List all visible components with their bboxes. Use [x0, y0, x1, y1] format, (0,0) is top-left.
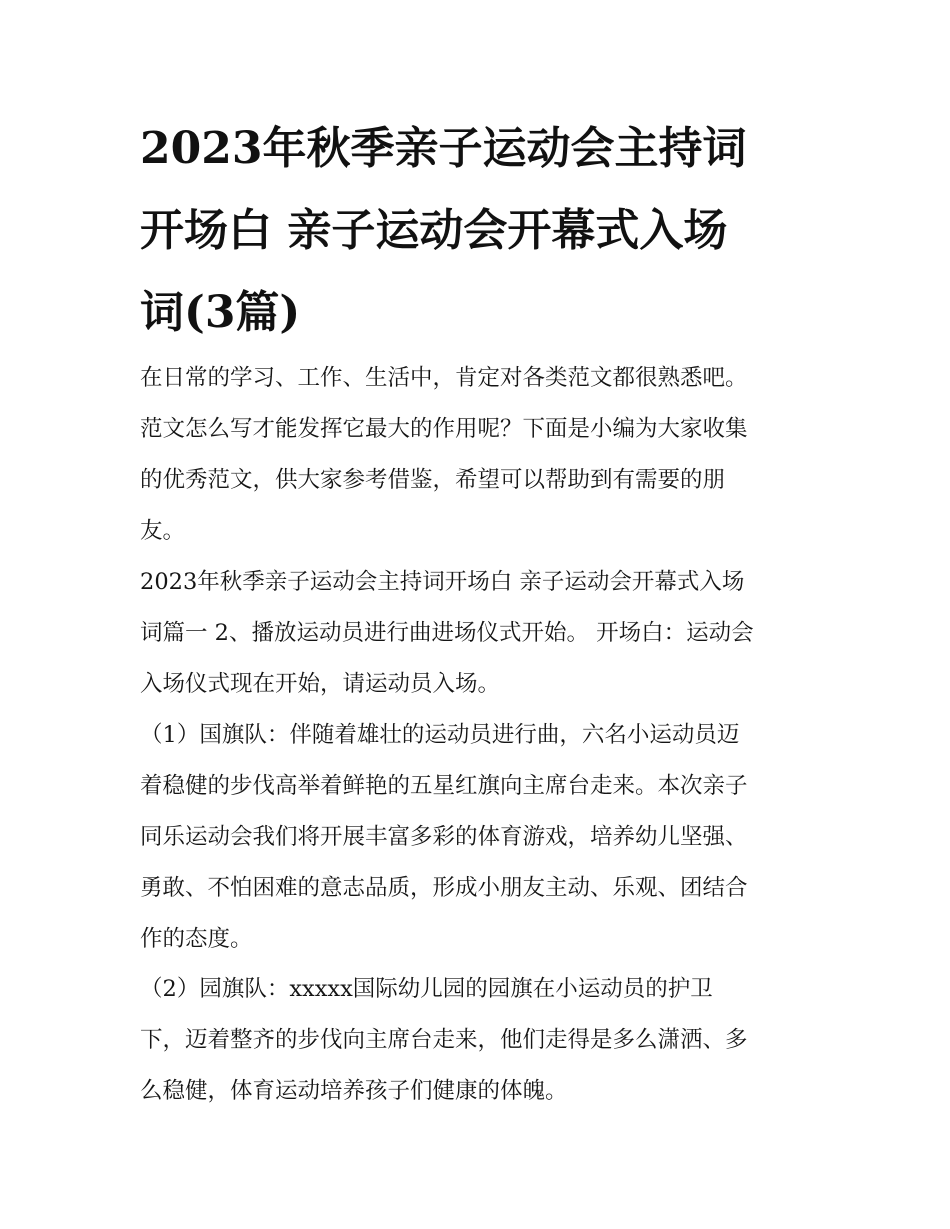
- text-line: 友。: [140, 518, 186, 544]
- school-flag-paragraph: [140, 964, 820, 1117]
- text-line: 下，迈着整齐的步伐向主席台走来，他们走得是多么潇洒、多: [140, 1027, 748, 1053]
- text-line: （1）国旗队：伴随着雄壮的运动员进行曲，六名小运动员迈: [140, 722, 740, 748]
- intro-paragraph: [140, 353, 820, 557]
- national-flag-paragraph: [140, 710, 820, 965]
- text-line: 么稳健，体育运动培养孩子们健康的体魄。: [140, 1078, 568, 1104]
- text-line: （2）园旗队：xxxxx国际幼儿园的园旗在小运动员的护卫: [140, 976, 713, 1002]
- title-line: 词(3篇): [140, 287, 301, 338]
- text-line: 2023年秋季亲子运动会主持词开场白 亲子运动会开幕式入场: [140, 569, 745, 595]
- title-line: 2023年秋季亲子运动会主持词: [140, 123, 747, 174]
- text-line: 入场仪式现在开始，请运动员入场。: [140, 671, 501, 697]
- text-line: 的优秀范文，供大家参考借鉴，希望可以帮助到有需要的朋: [140, 467, 726, 493]
- title-line: 开场白 亲子运动会开幕式入场: [140, 205, 728, 256]
- text-line: 范文怎么写才能发挥它最大的作用呢？下面是小编为大家收集: [140, 416, 748, 442]
- text-line: 在日常的学习、工作、生活中，肯定对各类范文都很熟悉吧。: [140, 365, 748, 391]
- text-line: 着稳健的步伐高举着鲜艳的五星红旗向主席台走来。本次亲子: [140, 773, 748, 799]
- document-title: [140, 108, 820, 354]
- text-line: 同乐运动会我们将开展丰富多彩的体育游戏，培养幼儿坚强、: [140, 824, 748, 850]
- text-line: 作的态度。: [140, 926, 253, 952]
- text-line: 词篇一 2、播放运动员进行曲进场仪式开始。 开场白：运动会: [140, 620, 754, 646]
- section-heading-paragraph: [140, 557, 820, 710]
- text-line: 勇敢、不怕困难的意志品质，形成小朋友主动、乐观、团结合: [140, 875, 748, 901]
